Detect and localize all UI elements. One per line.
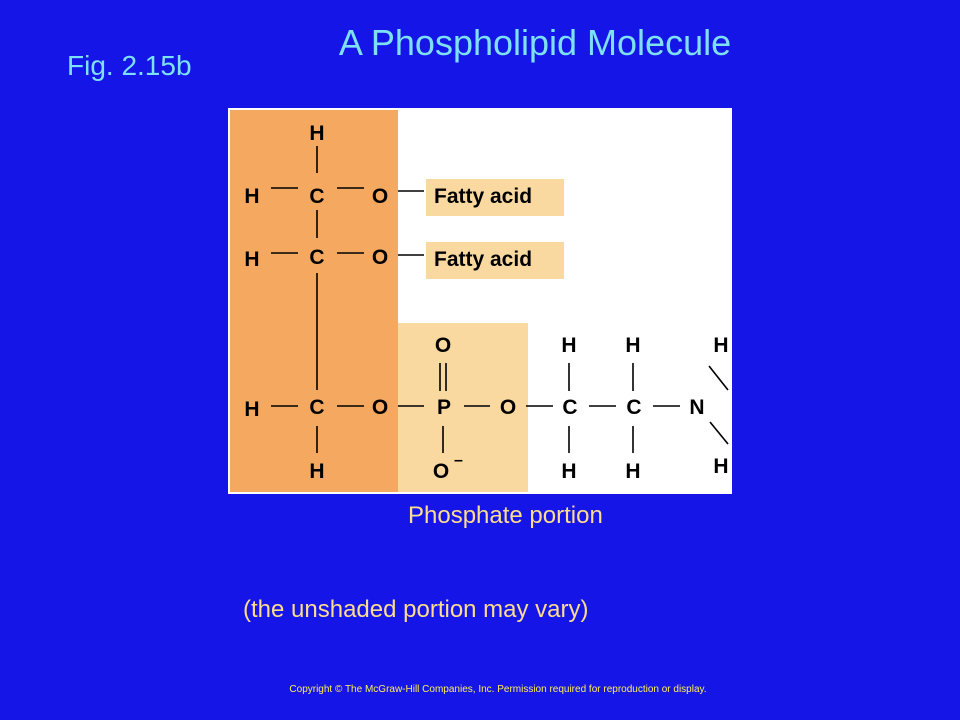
atom-c: C xyxy=(309,246,325,269)
negative-charge: – xyxy=(454,452,463,469)
bond xyxy=(710,422,728,444)
atom-c: C xyxy=(562,396,578,419)
phosphate-portion-label: Phosphate portion xyxy=(408,502,603,529)
atom-p: P xyxy=(436,396,451,419)
atom-c: C xyxy=(626,396,642,419)
fatty-acid-label-2: Fatty acid xyxy=(434,248,533,271)
atom-h: H xyxy=(244,185,260,208)
phospholipid-diagram xyxy=(228,108,732,494)
atom-h: H xyxy=(713,455,729,478)
atom-h: H xyxy=(561,460,577,483)
bond-lines xyxy=(228,108,732,494)
atom-o: O xyxy=(371,246,389,269)
atom-c: C xyxy=(309,185,325,208)
atom-o: O xyxy=(371,185,389,208)
atom-h: H xyxy=(244,398,260,421)
atom-h: H xyxy=(625,334,641,357)
atom-o: O xyxy=(432,460,450,483)
atom-h: H xyxy=(625,460,641,483)
slide-title: A Phospholipid Molecule xyxy=(338,22,732,63)
atom-h: H xyxy=(561,334,577,357)
fatty-acid-label-1: Fatty acid xyxy=(434,185,533,208)
copyright-notice: Copyright © The McGraw-Hill Companies, Inc. Permission required for reproduction or display. xyxy=(289,684,707,695)
atom-n: N xyxy=(689,396,705,419)
unshaded-note: (the unshaded portion may vary) xyxy=(243,596,589,623)
atom-o: O xyxy=(434,334,452,357)
atom-h: H xyxy=(309,460,325,483)
atom-h: H xyxy=(713,334,729,357)
atom-o: O xyxy=(499,396,517,419)
atom-c: C xyxy=(309,396,325,419)
atom-h: H xyxy=(309,122,325,145)
figure-label: Fig. 2.15b xyxy=(67,50,192,81)
atom-h: H xyxy=(244,248,260,271)
atom-o: O xyxy=(371,396,389,419)
bond xyxy=(709,366,728,390)
